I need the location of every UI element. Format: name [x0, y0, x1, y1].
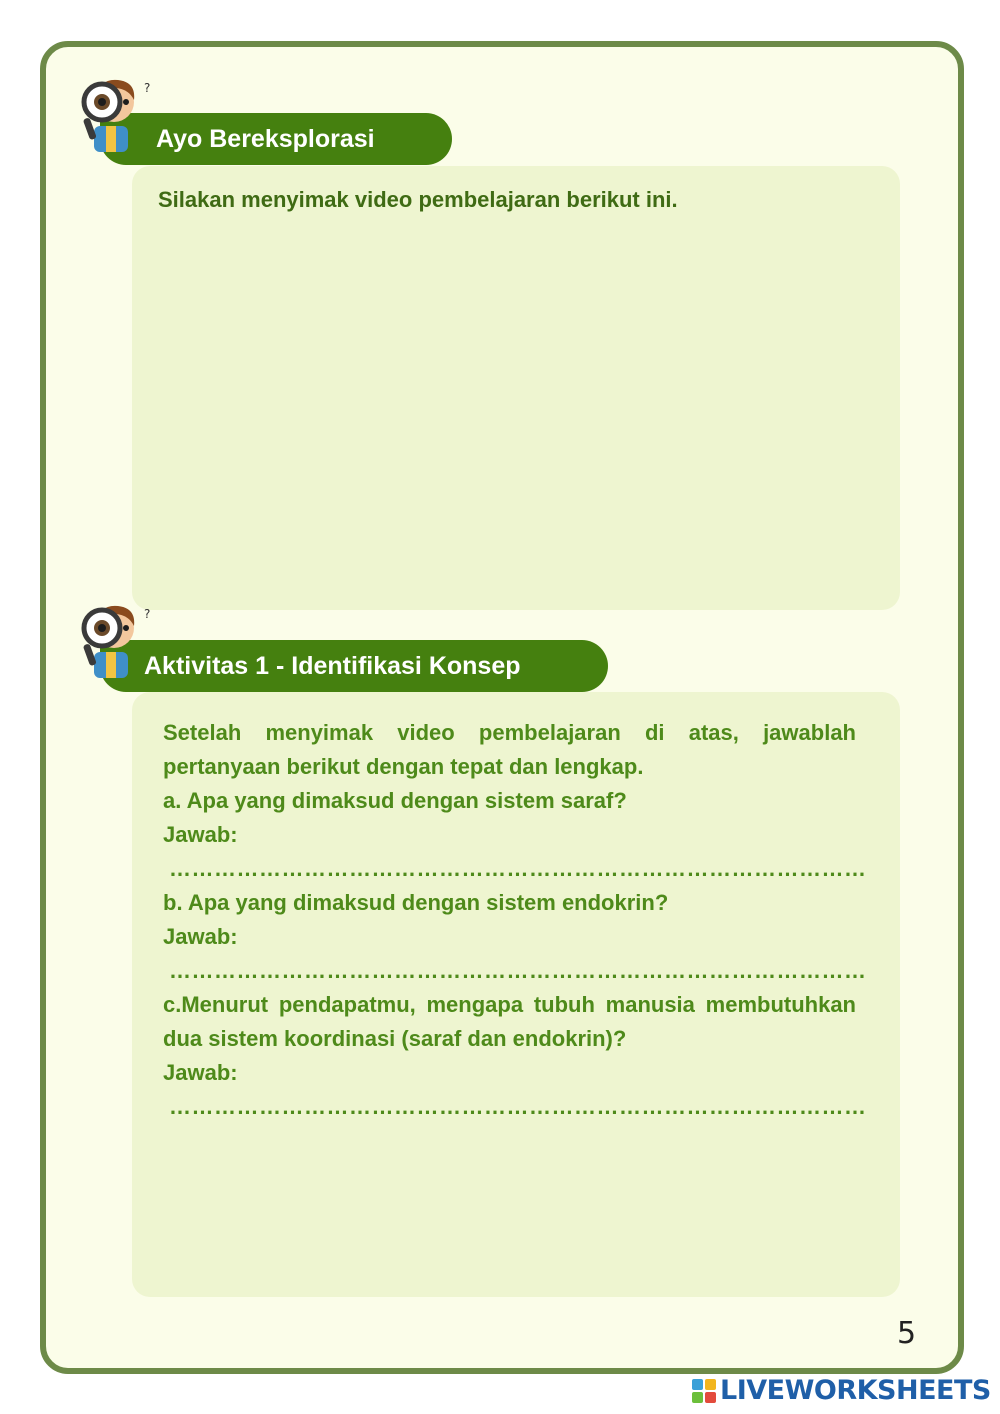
activity-body — [163, 716, 867, 1124]
page-number: 5 — [897, 1316, 917, 1351]
liveworksheets-logo-icon — [692, 1379, 716, 1403]
section-title-explore: Ayo Bereksplorasi — [156, 125, 375, 153]
answer-label-b: Jawab: — [163, 924, 238, 949]
svg-text:?: ? — [144, 607, 151, 621]
activity-intro: Setelah menyimak video pembelajaran di atas, jawablah pertanyaan berikut dengan tepat dan lengkap. — [163, 720, 856, 779]
question-b: b. Apa yang dimaksud dengan sistem endokrin? — [163, 890, 669, 915]
answer-line-c[interactable]: ………………………………………………………………………………… — [169, 1094, 867, 1119]
magnifying-glass-mascot-icon — [80, 76, 152, 154]
video-panel — [132, 166, 900, 610]
section-banner-activity — [100, 640, 608, 692]
footer-brand[interactable] — [692, 1376, 991, 1406]
magnifying-glass-mascot-icon — [80, 602, 152, 680]
video-instruction: Silakan menyimak video pembelajaran berikut ini. — [158, 187, 678, 212]
section-banner-explore — [100, 113, 452, 165]
svg-text:?: ? — [144, 81, 151, 95]
answer-label-a: Jawab: — [163, 822, 238, 847]
answer-line-a[interactable]: ………………………………………………………………………………… — [169, 856, 867, 881]
brand-name: LIVEWORKSHEETS — [720, 1375, 991, 1406]
section-title-activity: Aktivitas 1 - Identifikasi Konsep — [144, 652, 521, 680]
answer-line-b[interactable]: ………………………………………………………………………………… — [169, 958, 867, 983]
question-a: a. Apa yang dimaksud dengan sistem saraf? — [163, 788, 627, 813]
question-c: c.Menurut pendapatmu, mengapa tubuh manusia membutuhkan dua sistem koordinasi (saraf dan endokrin)? — [163, 992, 856, 1051]
answer-label-c: Jawab: — [163, 1060, 238, 1085]
